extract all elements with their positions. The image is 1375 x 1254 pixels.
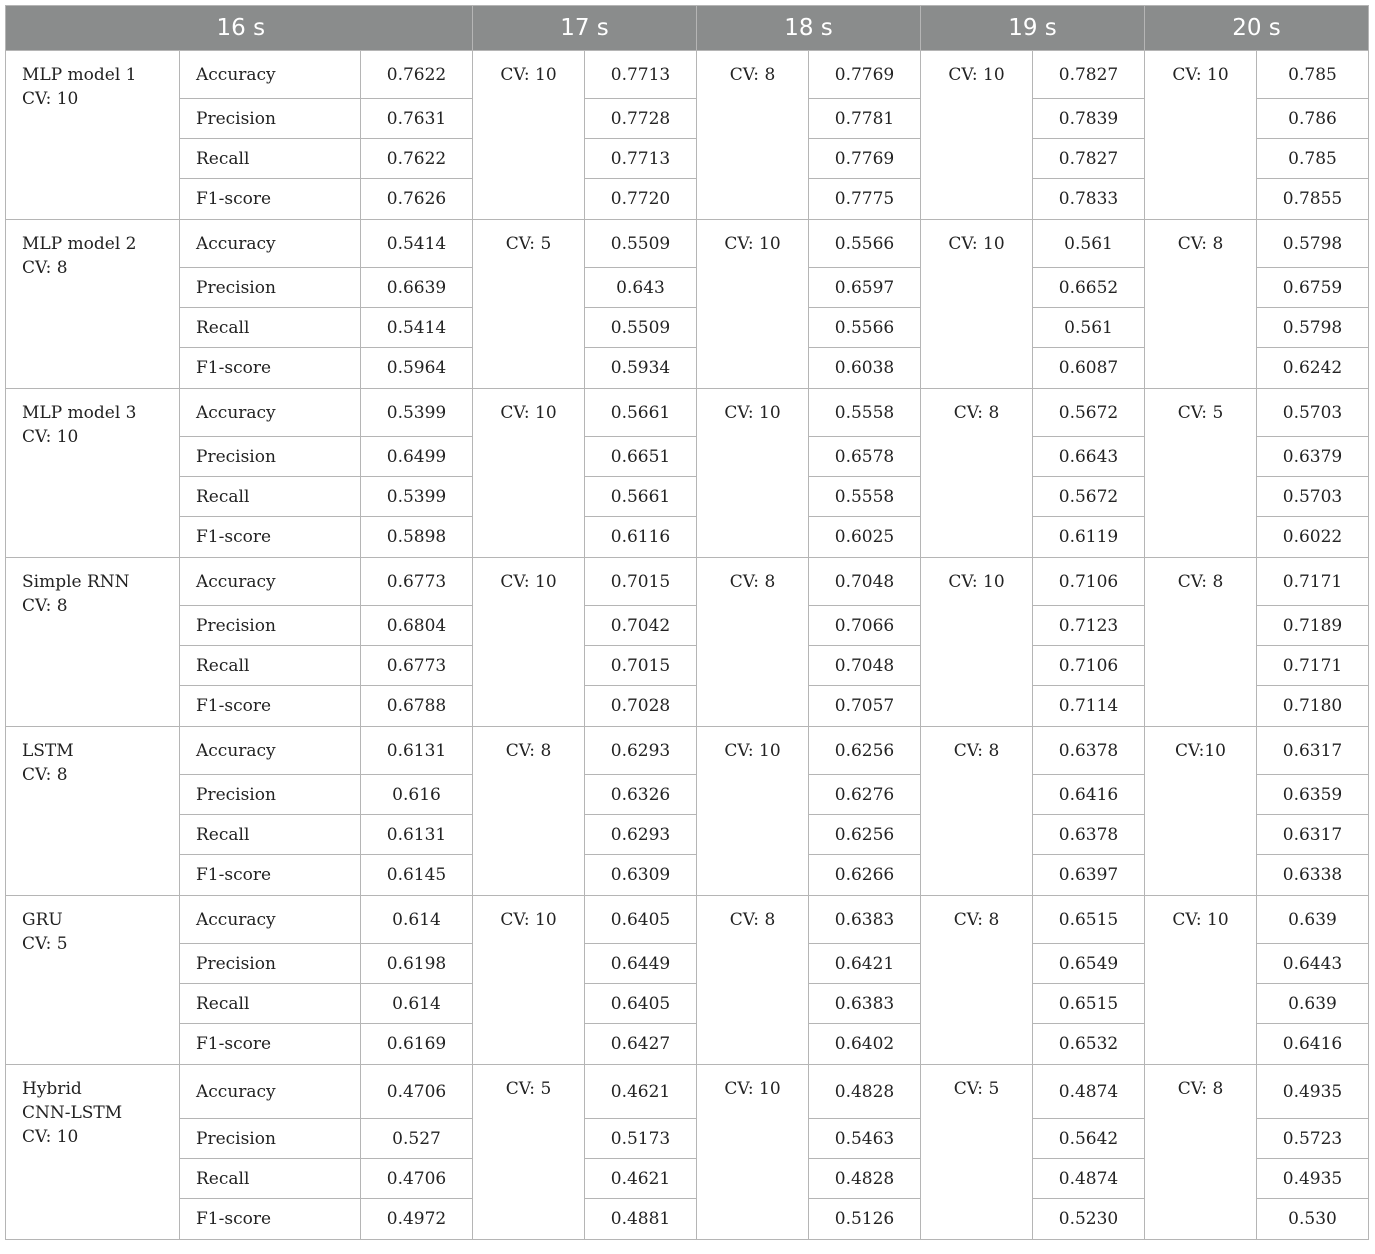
metric-value: 0.7015 bbox=[585, 646, 697, 686]
cv-cell: CV: 5 bbox=[1145, 389, 1257, 558]
metric-value: 0.6416 bbox=[1257, 1024, 1369, 1065]
metric-label: Accuracy bbox=[180, 558, 361, 606]
metric-value: 0.6421 bbox=[809, 944, 921, 984]
metric-label: F1-score bbox=[180, 1199, 361, 1240]
metric-value: 0.5566 bbox=[809, 220, 921, 268]
metric-value: 0.5672 bbox=[1033, 477, 1145, 517]
metric-value: 0.5173 bbox=[585, 1119, 697, 1159]
metric-value: 0.4874 bbox=[1033, 1065, 1145, 1119]
model-name-line: CV: 8 bbox=[22, 258, 68, 278]
metric-label: Precision bbox=[180, 99, 361, 139]
metric-value: 0.7855 bbox=[1257, 179, 1369, 220]
table-row bbox=[6, 896, 1369, 944]
metric-value: 0.5509 bbox=[585, 308, 697, 348]
cv-cell: CV: 10 bbox=[1145, 896, 1257, 1065]
metric-value: 0.4706 bbox=[361, 1159, 473, 1199]
table-row bbox=[6, 1065, 1369, 1119]
metric-value: 0.4828 bbox=[809, 1065, 921, 1119]
metric-value: 0.7713 bbox=[585, 51, 697, 99]
cv-cell: CV: 10 bbox=[473, 558, 585, 727]
model-name-line: MLP model 2 bbox=[22, 234, 137, 254]
metric-value: 0.4706 bbox=[361, 1065, 473, 1119]
metric-value: 0.6309 bbox=[585, 855, 697, 896]
metric-value: 0.6578 bbox=[809, 437, 921, 477]
model-name-cell bbox=[6, 389, 180, 558]
cv-cell: CV: 8 bbox=[473, 727, 585, 896]
metric-value: 0.7827 bbox=[1033, 139, 1145, 179]
metric-value: 0.5399 bbox=[361, 389, 473, 437]
cv-cell: CV: 10 bbox=[697, 727, 809, 896]
metric-label: Precision bbox=[180, 775, 361, 815]
metric-value: 0.7066 bbox=[809, 606, 921, 646]
metric-value: 0.5964 bbox=[361, 348, 473, 389]
metric-label: Precision bbox=[180, 1119, 361, 1159]
metric-value: 0.527 bbox=[361, 1119, 473, 1159]
metric-value: 0.5399 bbox=[361, 477, 473, 517]
metric-value: 0.5126 bbox=[809, 1199, 921, 1240]
metric-value: 0.6145 bbox=[361, 855, 473, 896]
metric-value: 0.5672 bbox=[1033, 389, 1145, 437]
model-name-line: CV: 8 bbox=[22, 765, 68, 785]
metric-value: 0.4935 bbox=[1257, 1159, 1369, 1199]
model-name-cell bbox=[6, 1065, 180, 1240]
cv-cell: CV: 5 bbox=[921, 1065, 1033, 1240]
metric-value: 0.6266 bbox=[809, 855, 921, 896]
metric-value: 0.6651 bbox=[585, 437, 697, 477]
metric-value: 0.6378 bbox=[1033, 727, 1145, 775]
model-name-line: MLP model 1 bbox=[22, 65, 137, 85]
metric-label: F1-score bbox=[180, 1024, 361, 1065]
metric-value: 0.5798 bbox=[1257, 308, 1369, 348]
model-name-cell bbox=[6, 727, 180, 896]
metric-value: 0.4874 bbox=[1033, 1159, 1145, 1199]
cv-cell: CV: 10 bbox=[921, 558, 1033, 727]
cv-cell: CV: 8 bbox=[1145, 558, 1257, 727]
metric-value: 0.6597 bbox=[809, 268, 921, 308]
model-name-line: CV: 10 bbox=[22, 1127, 79, 1147]
metric-value: 0.785 bbox=[1257, 139, 1369, 179]
header-19s: 19 s bbox=[921, 6, 1145, 51]
metric-label: Recall bbox=[180, 477, 361, 517]
metric-label: Accuracy bbox=[180, 51, 361, 99]
metric-value: 0.6276 bbox=[809, 775, 921, 815]
model-name-line: CV: 10 bbox=[22, 427, 79, 447]
metric-value: 0.7106 bbox=[1033, 646, 1145, 686]
cv-cell: CV: 10 bbox=[921, 220, 1033, 389]
header-20s: 20 s bbox=[1145, 6, 1369, 51]
metric-value: 0.6359 bbox=[1257, 775, 1369, 815]
metric-value: 0.6119 bbox=[1033, 517, 1145, 558]
metric-value: 0.6131 bbox=[361, 727, 473, 775]
metric-value: 0.6643 bbox=[1033, 437, 1145, 477]
metric-value: 0.5723 bbox=[1257, 1119, 1369, 1159]
metric-value: 0.5898 bbox=[361, 517, 473, 558]
metric-label: F1-score bbox=[180, 348, 361, 389]
model-name-line: GRU bbox=[22, 910, 63, 930]
metric-value: 0.6515 bbox=[1033, 896, 1145, 944]
table-row bbox=[6, 220, 1369, 268]
model-name-cell bbox=[6, 558, 180, 727]
results-table bbox=[5, 5, 1369, 1240]
table-row bbox=[6, 727, 1369, 775]
header-16s: 16 s bbox=[180, 6, 473, 51]
metric-value: 0.5558 bbox=[809, 477, 921, 517]
metric-value: 0.5703 bbox=[1257, 389, 1369, 437]
cv-cell: CV:10 bbox=[1145, 727, 1257, 896]
metric-value: 0.7769 bbox=[809, 139, 921, 179]
model-name-cell bbox=[6, 51, 180, 220]
metric-value: 0.6499 bbox=[361, 437, 473, 477]
metric-value: 0.4621 bbox=[585, 1065, 697, 1119]
metric-value: 0.6443 bbox=[1257, 944, 1369, 984]
metric-value: 0.561 bbox=[1033, 220, 1145, 268]
metric-label: F1-score bbox=[180, 686, 361, 727]
metric-value: 0.4972 bbox=[361, 1199, 473, 1240]
metric-label: Recall bbox=[180, 139, 361, 179]
metric-value: 0.5798 bbox=[1257, 220, 1369, 268]
metric-value: 0.6293 bbox=[585, 815, 697, 855]
metric-value: 0.6087 bbox=[1033, 348, 1145, 389]
metric-value: 0.5414 bbox=[361, 308, 473, 348]
metric-value: 0.6242 bbox=[1257, 348, 1369, 389]
cv-cell: CV: 10 bbox=[697, 389, 809, 558]
metric-value: 0.614 bbox=[361, 896, 473, 944]
metric-value: 0.616 bbox=[361, 775, 473, 815]
cv-cell: CV: 8 bbox=[697, 558, 809, 727]
metric-value: 0.6131 bbox=[361, 815, 473, 855]
cv-cell: CV: 10 bbox=[1145, 51, 1257, 220]
metric-value: 0.6416 bbox=[1033, 775, 1145, 815]
cv-cell: CV: 5 bbox=[473, 220, 585, 389]
metric-value: 0.6639 bbox=[361, 268, 473, 308]
cv-cell: CV: 10 bbox=[473, 51, 585, 220]
metric-value: 0.6169 bbox=[361, 1024, 473, 1065]
metric-label: Accuracy bbox=[180, 220, 361, 268]
metric-value: 0.5230 bbox=[1033, 1199, 1145, 1240]
metric-label: Precision bbox=[180, 944, 361, 984]
metric-value: 0.6405 bbox=[585, 896, 697, 944]
cv-cell: CV: 8 bbox=[697, 51, 809, 220]
cv-cell: CV: 10 bbox=[921, 51, 1033, 220]
header-17s: 17 s bbox=[473, 6, 697, 51]
metric-value: 0.6338 bbox=[1257, 855, 1369, 896]
metric-value: 0.7775 bbox=[809, 179, 921, 220]
metric-value: 0.6405 bbox=[585, 984, 697, 1024]
metric-value: 0.6383 bbox=[809, 896, 921, 944]
cv-cell: CV: 8 bbox=[921, 727, 1033, 896]
metric-value: 0.639 bbox=[1257, 984, 1369, 1024]
metric-value: 0.6788 bbox=[361, 686, 473, 727]
model-name-line: Simple RNN bbox=[22, 572, 130, 592]
metric-label: Recall bbox=[180, 308, 361, 348]
metric-value: 0.6383 bbox=[809, 984, 921, 1024]
metric-value: 0.5661 bbox=[585, 477, 697, 517]
metric-value: 0.7622 bbox=[361, 51, 473, 99]
metric-label: Precision bbox=[180, 437, 361, 477]
model-name-line: MLP model 3 bbox=[22, 403, 137, 423]
model-name-cell bbox=[6, 896, 180, 1065]
cv-cell: CV: 10 bbox=[473, 896, 585, 1065]
metric-value: 0.7781 bbox=[809, 99, 921, 139]
metric-value: 0.639 bbox=[1257, 896, 1369, 944]
metric-value: 0.7833 bbox=[1033, 179, 1145, 220]
header-18s: 18 s bbox=[697, 6, 921, 51]
metric-value: 0.7713 bbox=[585, 139, 697, 179]
metric-value: 0.5661 bbox=[585, 389, 697, 437]
table-row bbox=[6, 51, 1369, 99]
metric-value: 0.7769 bbox=[809, 51, 921, 99]
metric-label: F1-score bbox=[180, 855, 361, 896]
table-row bbox=[6, 558, 1369, 606]
cv-cell: CV: 8 bbox=[1145, 220, 1257, 389]
metric-value: 0.5934 bbox=[585, 348, 697, 389]
metric-value: 0.614 bbox=[361, 984, 473, 1024]
metric-value: 0.530 bbox=[1257, 1199, 1369, 1240]
metric-value: 0.7626 bbox=[361, 179, 473, 220]
metric-label: Recall bbox=[180, 984, 361, 1024]
metric-value: 0.6402 bbox=[809, 1024, 921, 1065]
metric-value: 0.6378 bbox=[1033, 815, 1145, 855]
model-name-line: CV: 5 bbox=[22, 934, 68, 954]
metric-value: 0.7827 bbox=[1033, 51, 1145, 99]
metric-label: Recall bbox=[180, 646, 361, 686]
metric-value: 0.6326 bbox=[585, 775, 697, 815]
metric-value: 0.5414 bbox=[361, 220, 473, 268]
metric-value: 0.6256 bbox=[809, 815, 921, 855]
metric-value: 0.7048 bbox=[809, 646, 921, 686]
table-body bbox=[6, 51, 1369, 1240]
metric-value: 0.6652 bbox=[1033, 268, 1145, 308]
metric-label: F1-score bbox=[180, 179, 361, 220]
metric-value: 0.4828 bbox=[809, 1159, 921, 1199]
metric-value: 0.6038 bbox=[809, 348, 921, 389]
metric-value: 0.6549 bbox=[1033, 944, 1145, 984]
metric-value: 0.6293 bbox=[585, 727, 697, 775]
metric-value: 0.7839 bbox=[1033, 99, 1145, 139]
metric-value: 0.4621 bbox=[585, 1159, 697, 1199]
metric-value: 0.6449 bbox=[585, 944, 697, 984]
metric-value: 0.6515 bbox=[1033, 984, 1145, 1024]
metric-label: Accuracy bbox=[180, 389, 361, 437]
metric-value: 0.6116 bbox=[585, 517, 697, 558]
metric-label: Accuracy bbox=[180, 727, 361, 775]
metric-value: 0.6397 bbox=[1033, 855, 1145, 896]
model-name-line: Hybrid bbox=[22, 1079, 82, 1099]
metric-value: 0.7048 bbox=[809, 558, 921, 606]
metric-label: Recall bbox=[180, 815, 361, 855]
metric-value: 0.7057 bbox=[809, 686, 921, 727]
metric-value: 0.6379 bbox=[1257, 437, 1369, 477]
metric-value: 0.785 bbox=[1257, 51, 1369, 99]
metric-value: 0.5703 bbox=[1257, 477, 1369, 517]
metric-value: 0.786 bbox=[1257, 99, 1369, 139]
cv-cell: CV: 10 bbox=[697, 220, 809, 389]
metric-value: 0.6025 bbox=[809, 517, 921, 558]
metric-value: 0.7728 bbox=[585, 99, 697, 139]
cv-cell: CV: 10 bbox=[473, 389, 585, 558]
metric-value: 0.6256 bbox=[809, 727, 921, 775]
metric-value: 0.7106 bbox=[1033, 558, 1145, 606]
metric-value: 0.7171 bbox=[1257, 558, 1369, 606]
cv-cell: CV: 8 bbox=[921, 896, 1033, 1065]
metric-label: Accuracy bbox=[180, 1065, 361, 1119]
metric-value: 0.5566 bbox=[809, 308, 921, 348]
metric-value: 0.5642 bbox=[1033, 1119, 1145, 1159]
metric-value: 0.7028 bbox=[585, 686, 697, 727]
metric-value: 0.6317 bbox=[1257, 815, 1369, 855]
model-name-line: CV: 8 bbox=[22, 596, 68, 616]
header-row bbox=[6, 6, 1369, 51]
metric-label: Precision bbox=[180, 268, 361, 308]
metric-value: 0.7720 bbox=[585, 179, 697, 220]
metric-value: 0.7189 bbox=[1257, 606, 1369, 646]
metric-label: Accuracy bbox=[180, 896, 361, 944]
metric-value: 0.7123 bbox=[1033, 606, 1145, 646]
cv-cell: CV: 8 bbox=[697, 896, 809, 1065]
metric-value: 0.5558 bbox=[809, 389, 921, 437]
metric-value: 0.7114 bbox=[1033, 686, 1145, 727]
metric-value: 0.7180 bbox=[1257, 686, 1369, 727]
model-name-line: CNN-LSTM bbox=[22, 1103, 123, 1123]
metric-value: 0.6773 bbox=[361, 646, 473, 686]
metric-value: 0.7015 bbox=[585, 558, 697, 606]
metric-value: 0.7042 bbox=[585, 606, 697, 646]
metric-value: 0.6532 bbox=[1033, 1024, 1145, 1065]
metric-value: 0.5509 bbox=[585, 220, 697, 268]
cv-cell: CV: 5 bbox=[473, 1065, 585, 1240]
metric-value: 0.6773 bbox=[361, 558, 473, 606]
metric-value: 0.6022 bbox=[1257, 517, 1369, 558]
metric-value: 0.561 bbox=[1033, 308, 1145, 348]
metric-value: 0.6759 bbox=[1257, 268, 1369, 308]
metric-value: 0.6317 bbox=[1257, 727, 1369, 775]
metric-value: 0.4935 bbox=[1257, 1065, 1369, 1119]
metric-value: 0.7622 bbox=[361, 139, 473, 179]
cv-cell: CV: 10 bbox=[697, 1065, 809, 1240]
metric-value: 0.7171 bbox=[1257, 646, 1369, 686]
metric-value: 0.6804 bbox=[361, 606, 473, 646]
model-name-line: CV: 10 bbox=[22, 89, 79, 109]
metric-label: F1-score bbox=[180, 517, 361, 558]
metric-value: 0.6198 bbox=[361, 944, 473, 984]
model-name-cell bbox=[6, 220, 180, 389]
metric-label: Precision bbox=[180, 606, 361, 646]
cv-cell: CV: 8 bbox=[921, 389, 1033, 558]
metric-value: 0.7631 bbox=[361, 99, 473, 139]
cv-cell: CV: 8 bbox=[1145, 1065, 1257, 1240]
model-name-line: LSTM bbox=[22, 741, 74, 761]
metric-value: 0.6427 bbox=[585, 1024, 697, 1065]
metric-value: 0.643 bbox=[585, 268, 697, 308]
table-row bbox=[6, 389, 1369, 437]
metric-value: 0.4881 bbox=[585, 1199, 697, 1240]
header-model-corner bbox=[6, 6, 180, 51]
metric-value: 0.5463 bbox=[809, 1119, 921, 1159]
metric-label: Recall bbox=[180, 1159, 361, 1199]
